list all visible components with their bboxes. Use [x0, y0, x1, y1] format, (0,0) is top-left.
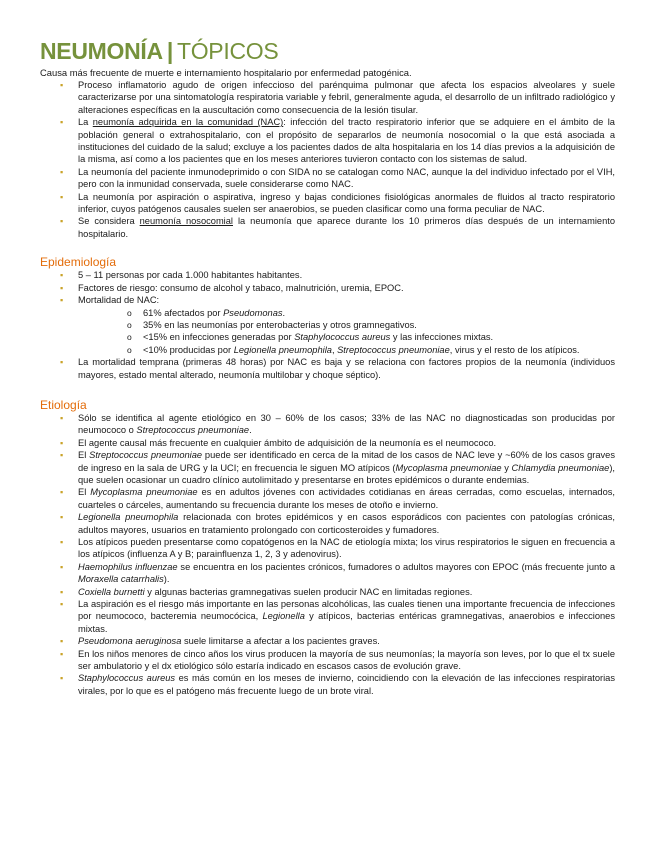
list-item: ▪ Se considera neumonía nosocomial la neumonía que aparece durante los 10 primeros días después de un internamiento hospitalario. [40, 215, 615, 240]
page-subtitle: Causa más frecuente de muerte e internamiento hospitalario por enfermedad patogénica. [40, 67, 412, 78]
title-topic: TÓPICOS [176, 38, 279, 64]
list-item: ▪ La neumonía adquirida en la comunidad (NAC): infección del tracto respiratorio inferior que se adquiere en el ámbito de la población general o extrahospitalario, con el propósito de separarlos de neumonía nosocomial o la que está asociada a instituciones del cuidado de la salud; excluye a los pacientes dados de alta hospitalaria en los 14 días previos a la adquisición de la misma, así como a los pacientes que en los meses anteriores tuvieron contacto con los sistemas de salud. [40, 116, 615, 166]
list-item: ▪ La aspiración es el riesgo más importante en las personas alcohólicas, las cuales tienen una importante frecuencia de infecciones por neumococo, bacteremia neumocócica, Legionella y atípicos, bacterias entéricas gramnegativas, anaerobios e infecciones mixtas. [40, 598, 615, 635]
title-separator: | [166, 38, 173, 64]
section-title-etiologia: Etiología [40, 397, 87, 412]
etiologia-list [40, 412, 615, 697]
list-item: ▪ 5 – 11 personas por cada 1.000 habitantes habitantes. [40, 269, 615, 281]
sublist-item: o 61% afectados por Pseudomonas. [78, 307, 615, 319]
list-item: ▪ Mortalidad de NAC: o 61% afectados por Pseudomonas. o 35% en las neumonías por enterobacterias y otros gramnegativos. o <15% en infecciones generadas por Staphylococcus aureus y las infecciones mixtas. o <10% producidas por Legionella pneumophila, Streptococcus pneumoniae, virus y el resto de los atípicos. [40, 294, 615, 356]
sublist-item: o <15% en infecciones generadas por Staphylococcus aureus y las infecciones mixtas. [78, 331, 615, 343]
list-item: ▪ En los niños menores de cinco años los virus producen la mayoría de sus neumonías; la mayoría son leves, por lo que el tx suele ser ambulatorio y el dx etiológico sólo estaría indicado en escasos casos de evolución grave. [40, 648, 615, 673]
title-main: NEUMONÍA [40, 38, 163, 64]
mortality-sublist [78, 307, 615, 357]
list-item: ▪ Sólo se identifica al agente etiológico en 30 – 60% de los casos; 33% de las NAC no diagnosticadas son producidas por neumococo o Streptococcus pneumoniae. [40, 412, 615, 437]
list-item: ▪ El Streptococcus pneumoniae puede ser identificado en cerca de la mitad de los casos de NAC leve y ~60% de los casos graves de ingreso en la sala de URG y la UCI; en frecuencia le siguen MO atípicos (Mycoplasma pneumoniae y Chlamydia pneumoniae), que suelen ocasionar un cuadro clínico autolimitado y presentarse en brotes epidémicos o durante endemias. [40, 449, 615, 486]
list-item: ▪ Los atípicos pueden presentarse como copatógenos en la NAC de etiología mixta; los virus respiratorios le siguen en frecuencia a los atípicos (influenza A y B; parainfluenza 1, 2, 3 y adenovirus). [40, 536, 615, 561]
section-title-epidemiologia: Epidemiología [40, 255, 117, 270]
list-item: ▪ Factores de riesgo: consumo de alcohol y tabaco, malnutrición, uremia, EPOC. [40, 282, 615, 294]
list-item: ▪ Coxiella burnetti y algunas bacterias gramnegativas suelen producir NAC en limitadas regiones. [40, 586, 615, 598]
list-item: ▪ La mortalidad temprana (primeras 48 horas) por NAC es baja y se relaciona con factores propios de la neumonía (individuos mayores, estado mental alterado, neumonía multilobar y choque séptico). [40, 356, 615, 381]
list-item: ▪ La neumonía del paciente inmunodeprimido o con SIDA no se catalogan como NAC, aunque la del individuo infectado por el VIH, pero con la inmunidad conservada, suele considerarse como NAC. [40, 166, 615, 191]
list-item: ▪ Pseudomona aeruginosa suele limitarse a afectar a los pacientes graves. [40, 635, 615, 647]
list-item: ▪ Legionella pneumophila relacionada con brotes epidémicos y en casos esporádicos con pacientes con patologías crónicas, adultos mayores, usuarios en tratamiento prolongado con corticosteroides y fumadores. [40, 511, 615, 536]
list-item: ▪ Haemophilus influenzae se encuentra en los pacientes crónicos, fumadores o adultos mayores con EPOC (más frecuente junto a Moraxella catarrhalis). [40, 561, 615, 586]
intro-list [40, 79, 615, 240]
list-item: ▪ El agente causal más frecuente en cualquier ámbito de adquisición de la neumonía es el neumococo. [40, 437, 615, 449]
list-item: ▪ El Mycoplasma pneumoniae es en adultos jóvenes con actividades cotidianas en áreas cerradas, como escuelas, internados, cuarteles o cárceles, aumentando su frecuencia durante los meses de otoño e invierno. [40, 486, 615, 511]
sublist-item: o <10% producidas por Legionella pneumophila, Streptococcus pneumoniae, virus y el resto de los atípicos. [78, 344, 615, 356]
nac-term: neumonía adquirida en la comunidad (NAC) [92, 117, 284, 128]
page-title [40, 38, 615, 64]
epidemiologia-list [40, 269, 615, 381]
sublist-item: o 35% en las neumonías por enterobacterias y otros gramnegativos. [78, 319, 615, 331]
list-item: ▪ La neumonía por aspiración o aspirativa, ingreso y bajas condiciones fisiológicas anormales de fluidos al tracto respiratorio inferior, cuyos patógenos causales suelen ser anaerobios, se pueden clasificar como una forma peculiar de NAC. [40, 191, 615, 216]
list-item: ▪ Staphylococcus aureus es más común en los meses de invierno, coincidiendo con la elevación de las infecciones respiratorias virales, por lo que es el patógeno más frecuente luego de un brote viral. [40, 672, 615, 697]
nosocomial-term: neumonía nosocomial [139, 216, 233, 227]
list-item: ▪ Proceso inflamatorio agudo de origen infeccioso del parénquima pulmonar que afecta los espacios alveolares y suele caracterizarse por una sintomatología respiratoria variable y febril, generalmente aguda, el desarrollo de un infiltrado radiológico y alteraciones específicas en la auscultación como consecuencia de la lesión tisular. [40, 79, 615, 116]
